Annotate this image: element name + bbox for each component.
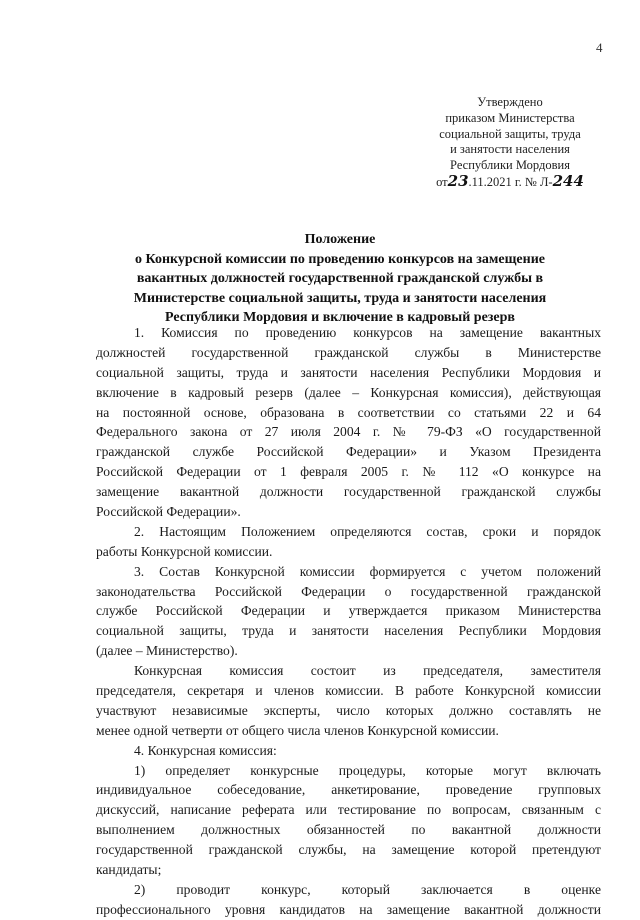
approval-stamp-block xyxy=(420,95,600,191)
body-text-line: на постоянной основе, образована в соответствии со статьями 22 и 64 xyxy=(96,404,601,420)
date-rest: .11.2021 г. № Л- xyxy=(468,174,553,189)
body-text-line: Конкурсная комиссия состоит из председателя, заместителя xyxy=(134,663,601,679)
title-line: о Конкурсной комиссии по проведению конкурсов на замещение xyxy=(135,251,545,267)
body-text-line: председателя, секретаря и членов комиссии. В работе Конкурсной комиссии xyxy=(96,683,601,699)
body-text-line: 1) определяет конкурсные процедуры, которые могут включать xyxy=(134,762,601,778)
body-text-line: 4. Конкурсная комиссия: xyxy=(134,742,277,758)
approval-line: и занятости населения xyxy=(450,142,570,157)
approval-line: социальной защиты, труда xyxy=(439,126,581,141)
approval-date-line xyxy=(420,171,600,191)
body-text-line: (далее – Министерство). xyxy=(96,643,238,659)
title-line: Министерстве социальной защиты, труда и занятости населения xyxy=(133,290,547,306)
body-text-line: 2. Настоящим Положением определяются состав, сроки и порядок xyxy=(134,523,601,539)
body-text-line: кандидаты; xyxy=(96,862,162,878)
body-text-line: Российской Федерации». xyxy=(96,504,241,520)
body-text-line: законодательства Российской Федерации о государственной гражданской xyxy=(96,583,601,599)
body-text-line: Федерального закона от 27 июля 2004 г. № 79-ФЗ «О государственной xyxy=(96,424,601,440)
document-body xyxy=(96,323,601,920)
page-number: 4 xyxy=(596,40,603,55)
body-text-line: службе Российской Федерации и утверждается приказом Министерства xyxy=(96,603,601,619)
approval-line: Республики Мордовия xyxy=(450,158,570,173)
approval-line: Утверждено xyxy=(477,95,543,109)
body-text-line: включение в кадровый резерв (далее – Конкурсная комиссия), действующая xyxy=(96,384,601,400)
body-text-line: 2) проводит конкурс, который заключается в оценке xyxy=(134,881,601,897)
body-text-line: профессионального уровня кандидатов на замещение вакантной должности xyxy=(96,901,601,917)
handwritten-order-number: 244 xyxy=(552,171,584,190)
body-text-line: замещение вакантной должности государственной гражданской службы xyxy=(96,484,601,500)
body-text-line: участвуют независимые эксперты, число которых должно составлять не xyxy=(96,702,601,718)
body-text-line: социальной защиты, труда и занятости населения Республики Мордовия и xyxy=(96,364,601,380)
body-text-line: социальной защиты, труда и занятости населения Республики Мордовия xyxy=(96,623,601,639)
body-text-line: дискуссий, написание реферата или тестирование по вопросам, связанным с xyxy=(96,802,601,818)
body-text-line: государственной гражданской службы, на замещение которой претендуют xyxy=(96,842,601,858)
document-title xyxy=(95,230,585,328)
body-text-line: 1. Комиссия по проведению конкурсов на замещение вакантных xyxy=(134,325,601,340)
body-text-line: менее одной четверти от общего числа членов Конкурсной комиссии. xyxy=(96,722,499,738)
body-text-line: должностей государственной гражданской службы в Министерстве xyxy=(96,344,601,360)
body-text-line: выполнением должностных обязанностей по вакантной должности xyxy=(96,822,601,838)
title-line: Республики Мордовия и включение в кадровый резерв xyxy=(165,310,515,325)
handwritten-day: 23 xyxy=(447,171,469,190)
body-text-line: Российской Федерации от 1 февраля 2005 г. № 112 «О конкурсе на xyxy=(96,464,601,480)
date-prefix: от xyxy=(436,174,448,189)
title-line: Положение xyxy=(304,232,376,247)
body-text-line: работы Конкурсной комиссии. xyxy=(96,543,273,559)
title-line: вакантных должностей государственной гражданской службы в xyxy=(136,271,544,286)
body-text-line: 3. Состав Конкурсной комиссии формируется с учетом положений xyxy=(134,563,601,579)
body-text-line: гражданской службе Российской Федерации» и Указом Президента xyxy=(96,444,601,460)
approval-line: приказом Министерства xyxy=(445,110,575,125)
body-text-line: индивидуальное собеседование, анкетирование, проведение групповых xyxy=(96,782,601,798)
